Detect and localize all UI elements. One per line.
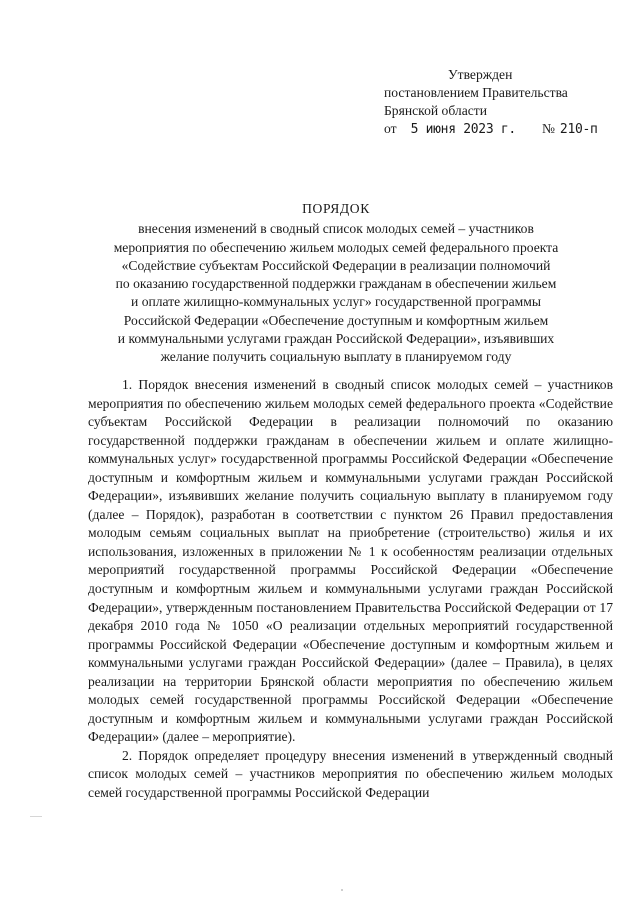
approval-line-region: Брянской области <box>384 103 487 118</box>
paragraph-1: 1. Порядок внесения изменений в сводный список молодых семей – участников мероприятия по обеспечению жильем молодых семей федерального проекта «Содействие субъектам Российской Федерации в реализации полномочий по оказанию государственной поддержки гражданам в обеспечении жильем и оплате жилищно-коммунальных услуг» государственной программы Российской Федерации «Обеспечение доступным и комфортным жильем и коммунальными услугами граждан Российской Федерации», изъявивших желание получить социальную выплату в планируемом году (далее – Порядок), разработан в соответствии с пунктом 26 Правил предоставления молодым семьям социальных выплат на приобретение (строительство) жилья и их использования, изложенных в приложении № 1 к особенностям реализации отдельных мероприятий государственной программы Российской Федерации «Обеспечение доступным и комфортным жильем и коммунальными услугами граждан Российской Федерации», утвержденным постановлением Правительства Российской Федерации от 17 декабря 2010 года № 1050 «О реализации отдельных мероприятий государственной программы Российской Федерации «Обеспечение доступным и комфортным жильем и коммунальными услугами граждан Российской Федерации» (далее – Правила), в целях реализации на территории Брянской области мероприятия по обеспечению жильем молодых семей государственной программы Российской Федерации «Обеспечение доступным и комфортным жильем и коммунальными услугами граждан Российской Федерации» (далее – мероприятие). <box>88 377 613 745</box>
document-body <box>88 376 613 821</box>
approval-block <box>384 66 624 139</box>
approval-line-resolution: постановлением Правительства <box>384 85 568 100</box>
date-prefix: от <box>384 121 397 136</box>
number-value: 210-п <box>559 122 598 137</box>
document-heading <box>60 200 612 367</box>
number-prefix: № <box>541 121 555 136</box>
paragraph-2: 2. Порядок определяет процедуру внесения изменений в утвержденный сводный список молодых семей – участников мероприятия по обеспечению жильем молодых семей государственной программы Российской Федерации <box>88 747 613 801</box>
document-title: ПОРЯДОК <box>302 201 370 216</box>
date-value: 5 июня 2023 г. <box>410 122 516 137</box>
document-subtitle: внесения изменений в сводный список молодых семей – участников мероприятия по обеспечению жильем молодых семей федерального проекта «Содействие субъектам Российской Федерации в реализации полномочий по оказанию государственной поддержки гражданам в обеспечении жильем и оплате жилищно-коммунальных услуг» государственной программы Российской Федерации «Обеспечение доступным и комфортным жильем и коммунальными услугами граждан Российской Федерации», изъявивших желание получить социальную выплату в планируемом году <box>113 221 559 365</box>
approval-line-approved: Утвержден <box>448 67 513 82</box>
scan-dot <box>341 889 343 891</box>
approval-line-date <box>384 120 624 139</box>
scan-mark <box>30 816 42 817</box>
